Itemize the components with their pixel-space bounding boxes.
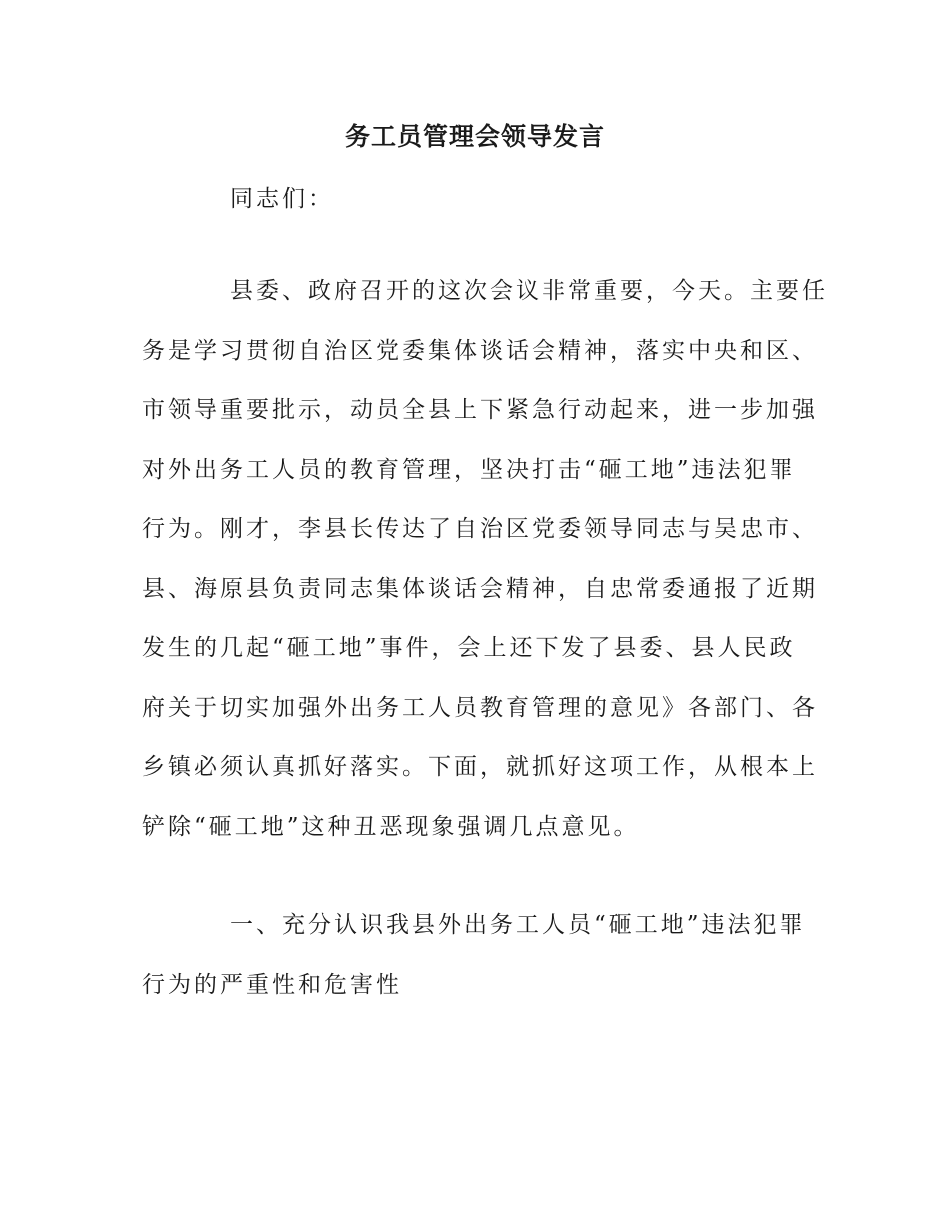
paragraph-line: 行为。刚才，李县长传达了自治区党委领导同志与吴忠市、: [142, 516, 818, 542]
paragraph-line: 县、海原县负责同志集体谈话会精神，自忠常委通报了近期: [142, 575, 818, 602]
salutation: 同志们：: [230, 186, 334, 212]
paragraph-line: 对外出务工人员的教育管理，坚决打击“砸工地”违法犯罪: [142, 456, 796, 483]
paragraph-line: 务是学习贯彻自治区党委集体谈话会精神，落实中央和区、: [142, 337, 818, 364]
paragraph-line: 发生的几起“砸工地”事件，会上还下发了县委、县人民政: [142, 635, 796, 661]
paragraph-line: 市领导重要批示，动员全县上下紧急行动起来，进一步加强: [142, 397, 818, 423]
paragraph-line: 乡镇必须认真抓好落实。下面，就抓好这项工作，从根本上: [142, 754, 818, 780]
paragraph-line: 县委、政府召开的这次会议非常重要，今天。主要任: [230, 278, 828, 304]
paragraph-line: 铲除“砸工地”这种丑恶现象强调几点意见。: [142, 813, 640, 840]
document-title: 务工员管理会领导发言: [344, 122, 605, 151]
heading-line: 行为的严重性和危害性: [142, 971, 402, 998]
body-paragraph: [142, 262, 828, 857]
section-heading: [142, 896, 810, 1015]
paragraph-line: 府关于切实加强外出务工人员教育管理的意见》各部门、各: [142, 694, 818, 721]
heading-line: 一、充分认识我县外出务工人员“砸工地”违法犯罪: [230, 912, 806, 938]
